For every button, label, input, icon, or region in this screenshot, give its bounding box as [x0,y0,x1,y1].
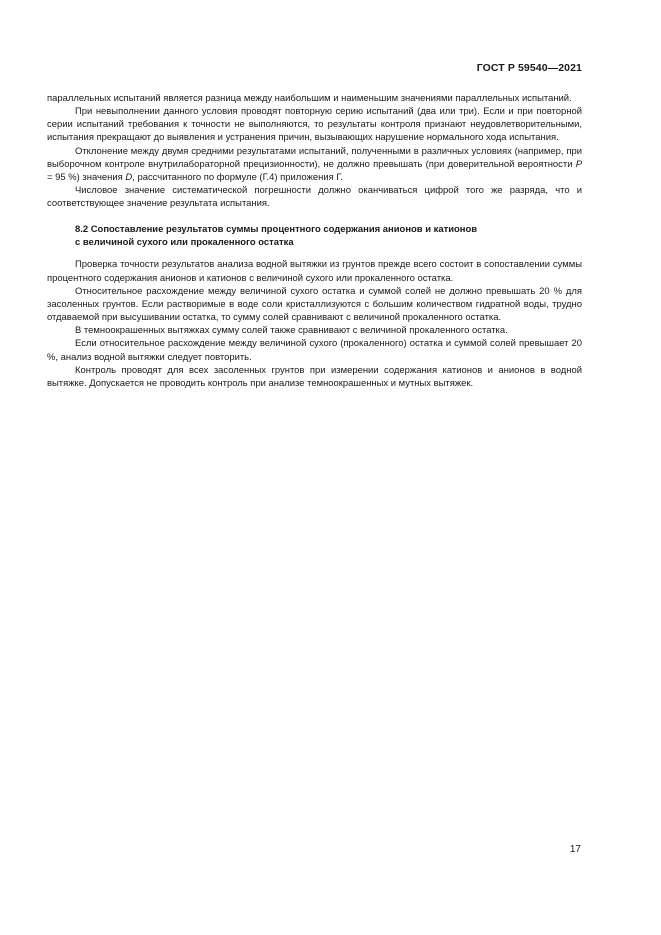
deviation-text-middle: = 95 %) значения [47,171,126,183]
variable-p: P [575,158,582,170]
paragraph-relative-difference: Относительное расхождение между величиной сухого остатка и суммой солей не должно превышать 20 % для засоленных грунтов. Если растворимые в воде соли кристаллизуются с большим количеством гидратной воды, трудно отдаваемой при высушивании остатка, то сумму солей сравнивают с величиной прокаленного остатка. [47,285,582,324]
section-heading-8-2 [47,223,582,249]
variable-d: D [125,171,133,183]
page-number: 17 [569,844,581,855]
section-heading-line-2: с величиной сухого или прокаленного остатка [75,237,294,249]
deviation-text-end: , рассчитанного по формуле (Г.4) приложения Г. [132,171,343,183]
section-heading-line-1: 8.2 Сопоставление результатов суммы процентного содержания анионов и катионов [75,224,478,236]
paragraph-repeat-analysis: Если относительное расхождение между величиной сухого (прокаленного) остатка и суммой солей превышает 20 %, анализ водной вытяжки следует повторить. [47,338,582,363]
page-body [47,92,582,390]
paragraph-dark-extracts: В темноокрашенных вытяжках сумму солей также сравнивают с величиной прокаленного остатка. [75,325,508,337]
paragraph-systematic-error: Числовое значение систематической погрешности должно оканчиваться цифрой того же разряда, что и соответствующее значение результата испытания. [47,185,582,210]
paragraph-control-scope: Контроль проводят для всех засоленных грунтов при измерении содержания катионов и анионов в водной вытяжке. Допускается не проводить контроль при анализе темноокрашенных и мутных вытяжек. [47,364,582,389]
paragraph-continuation: параллельных испытаний является разница между наибольшим и наименьшим значениями параллельных испытаний. [47,93,572,104]
deviation-text-start: Отклонение между двумя средними результатами испытаний, полученными в различных условиях (например, при выборочном контроле внутрилабораторной прецизионности), не должно превышать (при доверительной вероятности [47,145,582,170]
paragraph-deviation [47,145,582,184]
document-code-header: ГОСТ Р 59540—2021 [476,62,582,74]
paragraph-repeat-series: При невыполнении данного условия проводят повторную серию испытаний (два или три). Если и при повторной серии испытаний требования к точности не выполняются, то результаты контроля признают неудовлетворительными, испытания прекращают до выявления и устранения причин, вызывающих нарушение нормального хода испытания. [47,106,582,144]
paragraph-accuracy-check: Проверка точности результатов анализа водной вытяжки из грунтов прежде всего состоит в сопоставлении суммы процентного содержания анионов и катионов с величиной сухого или прокаленного остатка. [47,259,582,284]
